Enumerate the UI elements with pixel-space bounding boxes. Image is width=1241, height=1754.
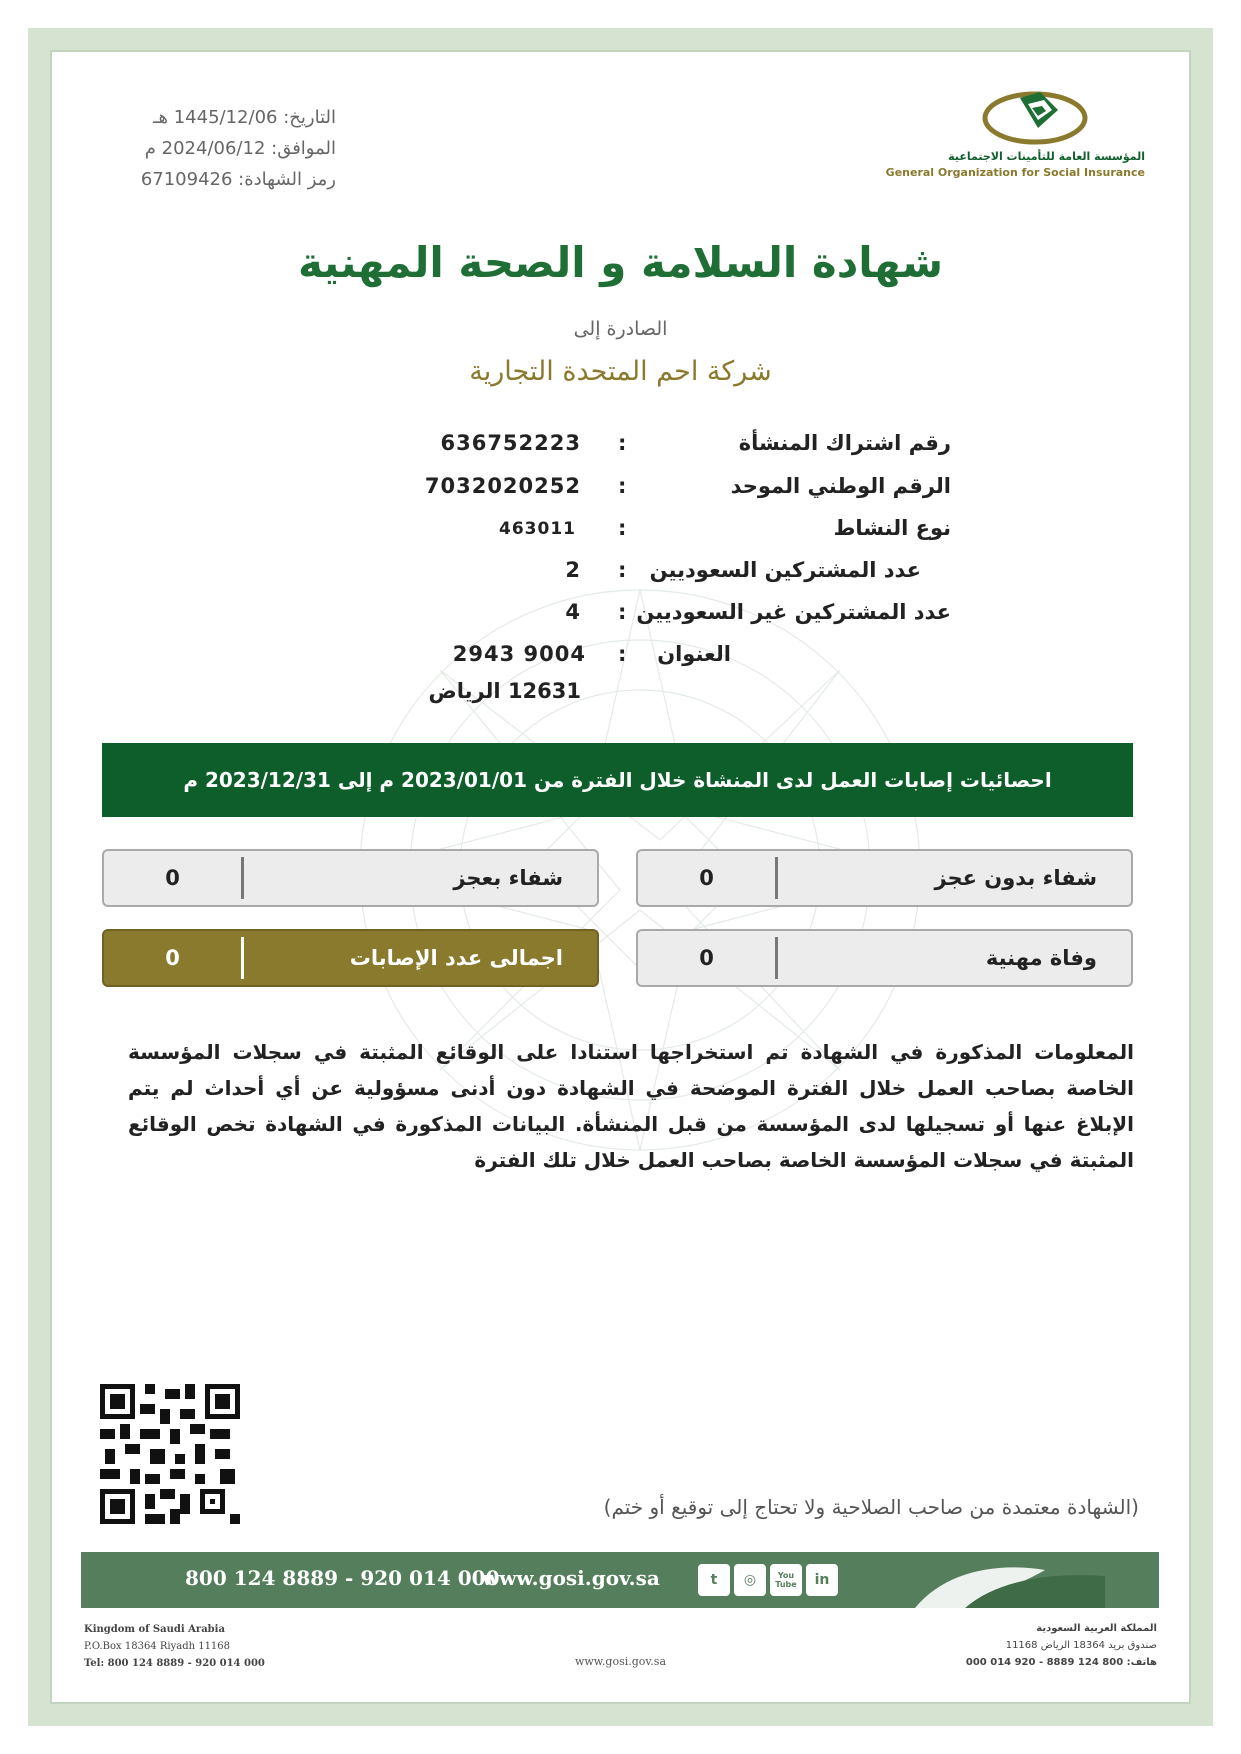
- qr-code[interactable]: [100, 1384, 240, 1524]
- signature-note: (الشهادة معتمدة من صاحب الصلاحية ولا تحتاج إلى توقيع أو ختم): [603, 1495, 1139, 1519]
- logo-name-en: General Organization for Social Insurance: [885, 166, 1145, 179]
- activity-type: 463011: [499, 519, 576, 539]
- certificate-title: شهادة السلامة و الصحة المهنية: [297, 238, 944, 287]
- info-colon: :: [618, 600, 627, 624]
- instagram-icon[interactable]: ◎: [734, 1564, 766, 1596]
- address-line-2: 12631 الرياض: [428, 679, 581, 703]
- info-label: نوع النشاط: [833, 516, 951, 540]
- stat-value: 0: [165, 866, 180, 890]
- hijri-date: التاريخ: 1445/12/06 هـ: [153, 107, 336, 128]
- stat-label: شفاء بعجز: [453, 866, 563, 890]
- disclaimer-text: المعلومات المذكورة في الشهادة تم استخراجها استنادا على الوقائع المثبتة في سجلات المؤسسة الخاصة بصاحب العمل خلال الفترة الموضحة في الشهادة دون أدنى مسؤولية عن أي أحداث لم يتم الإبلاغ عنها أو تسجيلها لدى المؤسسة من قبل المنشأة. البيانات المذكورة في الشهادة تخص الوقائع المثبتة في سجلات المؤسسة الخاصة بصاحب العمل خلال تلك الفترة: [128, 1040, 1134, 1172]
- info-colon: :: [618, 431, 627, 455]
- twitter-icon[interactable]: t: [698, 1564, 730, 1596]
- stat-recovery-with-disability: [102, 849, 599, 907]
- company-name: شركة احم المتحدة التجارية: [469, 356, 772, 387]
- unified-national-number: 7032020252: [424, 474, 581, 498]
- issued-to-label: الصادرة إلى: [573, 318, 668, 340]
- address-ar-line: المملكة العربية السعودية: [1036, 1623, 1157, 1634]
- stat-divider: [775, 857, 778, 899]
- footer-wave-decoration: [905, 1552, 1105, 1608]
- footer-website-link[interactable]: www.gosi.gov.sa: [482, 1566, 660, 1590]
- info-label: عدد المشتركين غير السعوديين: [636, 600, 951, 624]
- address-en-line: P.O.Box 18364 Riyadh 11168: [84, 1641, 231, 1652]
- gregorian-date: الموافق: 2024/06/12 م: [144, 138, 336, 159]
- stat-occupational-death: [636, 929, 1133, 987]
- linkedin-icon[interactable]: in: [806, 1564, 838, 1596]
- injury-stats-header: احصائيات إصابات العمل لدى المنشاة خلال الفترة من 2023/01/01 م إلى 2023/12/31 م: [102, 743, 1133, 817]
- info-label: عدد المشتركين السعوديين: [649, 558, 921, 582]
- info-colon: :: [618, 516, 627, 540]
- address-ar-line: هاتف: 800 124 8889 - 920 014 000: [965, 1657, 1157, 1668]
- address-line-1: 2943 9004: [452, 642, 586, 666]
- saudi-subscribers-count: 2: [565, 558, 581, 582]
- info-label: رقم اشتراك المنشأة: [738, 431, 951, 455]
- certificate-meta: [141, 102, 336, 195]
- subscription-number: 636752223: [440, 431, 581, 455]
- gosi-logo: [885, 88, 1145, 183]
- stat-divider: [241, 857, 244, 899]
- logo-name-ar: المؤسسة العامة للتأمينات الاجتماعية: [948, 150, 1145, 163]
- footer-bottom-website[interactable]: www.gosi.gov.sa: [574, 1655, 667, 1668]
- address-ar-line: صندوق بريد 18364 الرياض 11168: [1005, 1640, 1157, 1651]
- address-en-line: Kingdom of Saudi Arabia: [84, 1624, 225, 1635]
- gosi-logo-mark: [980, 88, 1090, 148]
- footer-phones: 800 124 8889 - 920 014 000: [185, 1566, 500, 1590]
- info-colon: :: [618, 642, 627, 666]
- info-label: العنوان: [657, 642, 731, 666]
- stat-label: اجمالى عدد الإصابات: [349, 946, 563, 970]
- stat-divider: [241, 937, 244, 979]
- info-colon: :: [618, 474, 627, 498]
- stat-value: 0: [699, 946, 714, 970]
- stat-value: 0: [699, 866, 714, 890]
- stat-divider: [775, 937, 778, 979]
- non-saudi-subscribers-count: 4: [565, 600, 581, 624]
- stat-value: 0: [165, 946, 180, 970]
- stat-label: وفاة مهنية: [985, 946, 1097, 970]
- certificate-code: رمز الشهادة: 67109426: [140, 169, 336, 190]
- info-colon: :: [618, 558, 627, 582]
- info-label: الرقم الوطني الموحد: [730, 474, 951, 498]
- address-en-line: Tel: 800 124 8889 - 920 014 000: [84, 1658, 265, 1669]
- youtube-icon[interactable]: You Tube: [770, 1564, 802, 1596]
- stat-recovery-without-disability: [636, 849, 1133, 907]
- stat-label: شفاء بدون عجز: [934, 866, 1097, 890]
- social-icons: [698, 1564, 838, 1596]
- stat-total-injuries: [102, 929, 599, 987]
